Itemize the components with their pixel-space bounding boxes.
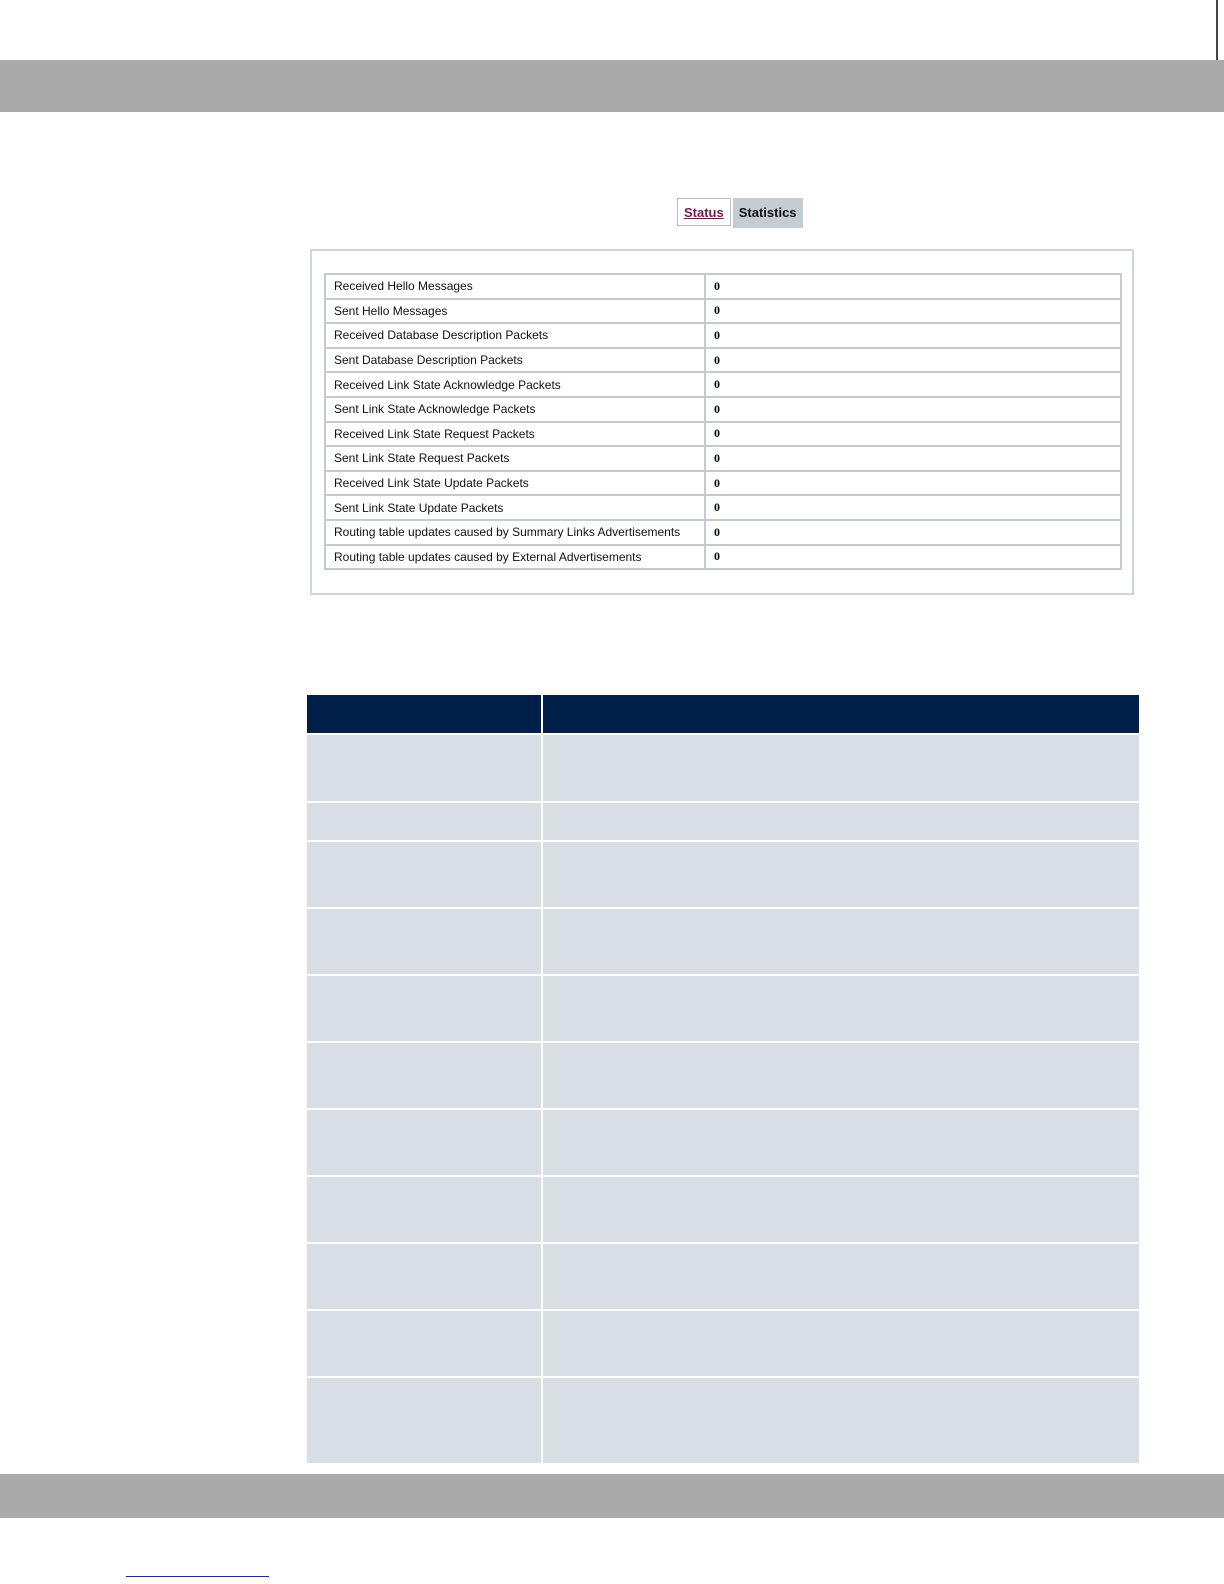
description-table	[307, 695, 1139, 1463]
table-cell	[543, 976, 1139, 1041]
statistic-value: 0	[705, 348, 1121, 373]
table-cell	[307, 976, 543, 1041]
tab-status[interactable]: Status	[677, 198, 731, 226]
statistic-label: Routing table updates caused by Summary Links Advertisements	[325, 520, 705, 545]
statistic-value: 0	[705, 274, 1121, 299]
table-cell	[307, 842, 543, 907]
table-row	[307, 1041, 1139, 1108]
table-cell	[543, 842, 1139, 907]
header-cell-parameter	[307, 695, 543, 733]
statistic-value: 0	[705, 545, 1121, 570]
statistic-label: Sent Database Description Packets	[325, 348, 705, 373]
statistic-value: 0	[705, 446, 1121, 471]
table-cell	[543, 735, 1139, 801]
statistic-label: Received Database Description Packets	[325, 323, 705, 348]
statistic-value: 0	[705, 397, 1121, 422]
statistics-table	[324, 273, 1122, 570]
statistic-value: 0	[705, 323, 1121, 348]
statistic-label: Received Link State Request Packets	[325, 422, 705, 447]
statistic-value: 0	[705, 372, 1121, 397]
statistic-label: Sent Link State Acknowledge Packets	[325, 397, 705, 422]
statistics-row	[325, 471, 1121, 496]
table-cell	[307, 909, 543, 974]
table-cell	[543, 1378, 1139, 1463]
statistics-row	[325, 422, 1121, 447]
statistic-label: Received Link State Update Packets	[325, 471, 705, 496]
statistics-row	[325, 495, 1121, 520]
statistic-value: 0	[705, 520, 1121, 545]
table-row	[307, 1108, 1139, 1175]
table-row	[307, 733, 1139, 801]
statistics-panel	[310, 249, 1134, 595]
table-cell	[307, 1043, 543, 1108]
header-cell-description	[543, 695, 1139, 733]
table-row	[307, 1309, 1139, 1376]
page-header-band	[0, 60, 1224, 112]
table-cell	[543, 1244, 1139, 1309]
statistic-value: 0	[705, 495, 1121, 520]
table-cell	[307, 735, 543, 801]
table-cell	[307, 1311, 543, 1376]
statistics-row	[325, 348, 1121, 373]
tab-bar	[677, 198, 803, 228]
table-row	[307, 801, 1139, 840]
table-cell	[307, 1177, 543, 1242]
table-row	[307, 1376, 1139, 1463]
statistics-row	[325, 545, 1121, 570]
table-cell	[543, 1110, 1139, 1175]
statistics-row	[325, 299, 1121, 324]
statistics-row	[325, 397, 1121, 422]
statistics-row	[325, 520, 1121, 545]
tab-statistics[interactable]: Statistics	[733, 198, 803, 228]
statistic-label: Received Hello Messages	[325, 274, 705, 299]
statistic-value: 0	[705, 299, 1121, 324]
table-cell	[543, 909, 1139, 974]
footer-rule	[126, 1576, 269, 1577]
statistic-label: Sent Link State Request Packets	[325, 446, 705, 471]
table-cell	[543, 1043, 1139, 1108]
statistic-label: Sent Hello Messages	[325, 299, 705, 324]
table-row	[307, 974, 1139, 1041]
table-cell	[307, 1378, 543, 1463]
table-cell	[543, 803, 1139, 840]
statistic-value: 0	[705, 422, 1121, 447]
statistics-row	[325, 323, 1121, 348]
table-cell	[307, 803, 543, 840]
table-row	[307, 840, 1139, 907]
corner-crop-mark	[1216, 0, 1218, 60]
statistics-row	[325, 372, 1121, 397]
statistics-row	[325, 446, 1121, 471]
statistic-value: 0	[705, 471, 1121, 496]
page-footer-band	[0, 1474, 1224, 1518]
table-cell	[307, 1244, 543, 1309]
statistic-label: Routing table updates caused by External Advertisements	[325, 545, 705, 570]
table-row	[307, 907, 1139, 974]
table-cell	[543, 1177, 1139, 1242]
table-row	[307, 1175, 1139, 1242]
statistics-row	[325, 274, 1121, 299]
table-cell	[307, 1110, 543, 1175]
description-table-header	[307, 695, 1139, 733]
statistic-label: Sent Link State Update Packets	[325, 495, 705, 520]
statistic-label: Received Link State Acknowledge Packets	[325, 372, 705, 397]
table-row	[307, 1242, 1139, 1309]
table-cell	[543, 1311, 1139, 1376]
